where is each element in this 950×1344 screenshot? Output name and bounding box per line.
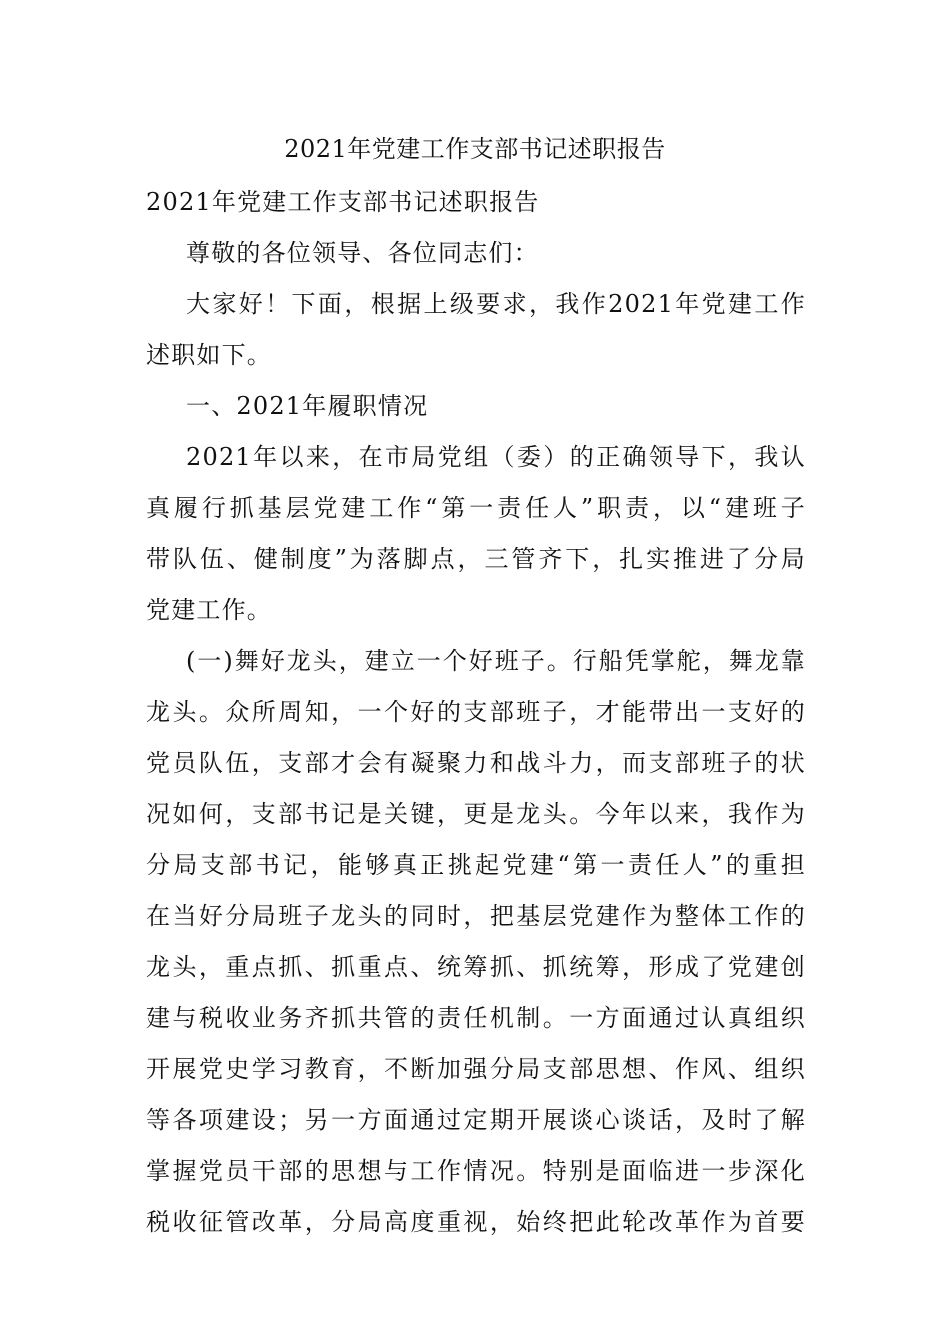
body-line: 大家好！下面，根据上级要求，我作2021年党建工作 <box>186 290 806 318</box>
body-line: 龙头。众所周知，一个好的支部班子，才能带出一支好的 <box>146 698 806 726</box>
body-line: 述职如下。 <box>146 341 272 369</box>
body-line: 掌握党员干部的思想与工作情况。特别是面临进一步深化 <box>146 1157 806 1185</box>
body-line: 开展党史学习教育，不断加强分局支部思想、作风、组织 <box>146 1055 806 1083</box>
body-line: 龙头，重点抓、抓重点、统筹抓、抓统筹，形成了党建创 <box>146 953 806 981</box>
body-line: 在当好分局班子龙头的同时，把基层党建作为整体工作的 <box>146 902 806 930</box>
body-line: 等各项建设；另一方面通过定期开展谈心谈话，及时了解 <box>146 1106 806 1134</box>
section-heading: 一、2021年履职情况 <box>186 392 429 420</box>
body-line: 党员队伍，支部才会有凝聚力和战斗力，而支部班子的状 <box>146 749 806 777</box>
body-line: 带队伍、健制度”为落脚点，三管齐下，扎实推进了分局 <box>146 545 806 573</box>
subtitle-line: 2021年党建工作支部书记述职报告 <box>146 188 540 216</box>
body-line: 2021年以来，在市局党组（委）的正确领导下，我认 <box>186 443 806 471</box>
body-line: (一)舞好龙头，建立一个好班子。行船凭掌舵，舞龙靠 <box>186 647 806 675</box>
body-line: 税收征管改革，分局高度重视，始终把此轮改革作为首要 <box>146 1208 806 1236</box>
body-line: 真履行抓基层党建工作“第一责任人”职责，以“建班子 <box>146 494 806 522</box>
body-line: 建与税收业务齐抓共管的责任机制。一方面通过认真组织 <box>146 1004 806 1032</box>
body-line: 分局支部书记，能够真正挑起党建“第一责任人”的重担 <box>146 851 806 879</box>
body-line: 党建工作。 <box>146 596 272 624</box>
body-line: 况如何，支部书记是关键，更是龙头。今年以来，我作为 <box>146 800 806 828</box>
document-title: 2021年党建工作支部书记述职报告 <box>284 135 666 163</box>
salutation-line: 尊敬的各位领导、各位同志们： <box>186 239 539 267</box>
